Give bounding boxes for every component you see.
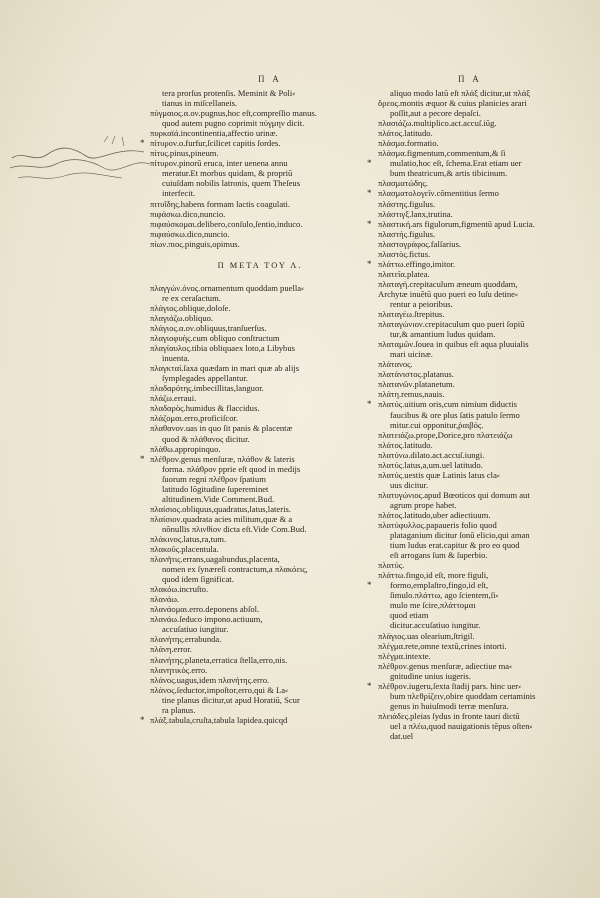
right-line: genus in huiuſmodi terræ menſura.: [390, 700, 509, 711]
left-top-line: interfecit.: [162, 188, 196, 199]
right-line: tium ludus erat.capitur & pro eo quod: [390, 540, 520, 551]
left-main-line: πλάγιος.oblique,doloſe.: [150, 302, 231, 313]
left-main-line: πλέθρον.genus menſuræ, πλάθον & lateris: [150, 453, 295, 464]
right-line: πλάτος.latitudo.: [378, 128, 433, 139]
asterisk-mark: *: [367, 399, 372, 410]
right-line: mulo me ſcire,πλάττομαι: [390, 600, 476, 611]
asterisk-mark: *: [367, 680, 372, 691]
left-main-line: πλαδαρότης.imbecillitas,languor.: [150, 383, 264, 394]
left-top-line: tianus in miſcellaneis.: [162, 98, 238, 109]
left-main-line: accuſatiuo iungitur.: [162, 624, 229, 635]
left-main-line: πλάνος.uagus,idem πλανήτης.erro.: [150, 674, 270, 685]
left-main-line: πλακοῦς.placentula.: [150, 544, 219, 555]
left-main-line: πλάγιος.α.ον.obliquus,tranſuerſus.: [150, 322, 267, 333]
right-line: dat.uel: [390, 731, 414, 741]
right-line: πλαστική.ars figulorum,figmentū apud Lucia.: [378, 218, 535, 229]
right-line: agrum prope habet.: [390, 499, 457, 510]
right-line: dicitur.accuſatiuo iungitur.: [390, 620, 481, 631]
right-line: πλατάνιστος.platanus.: [378, 369, 454, 380]
left-top-line: πιφαύσκομαι.delibero,conſulo,ſentio,induco.: [150, 218, 303, 229]
right-line: bum πλεθρίζειν,obire quoddam certaminis: [390, 690, 536, 701]
right-line: πλέγμα.intexte.: [378, 650, 431, 661]
left-main-line: πλάνος.ſeductor,impoſtor,erro,qui & La⸗: [150, 684, 288, 695]
left-top-line: πίων.πιος.pinguis,opimus.: [150, 238, 240, 249]
left-main-line: πλάθω.appropinquo.: [150, 443, 221, 454]
running-head-right: Π Α: [458, 74, 482, 84]
right-line: poſſit,aut a pecore depaſci.: [390, 108, 481, 119]
left-main-line: latitudo lõgitudine ſupereminet: [162, 483, 269, 494]
left-top-line: πίτυς.pinus,pineum.: [150, 148, 219, 159]
right-line: πλασματολογεῖν.cōmentitius ſermo: [378, 188, 499, 199]
left-main-line: altitudinem.Vide Comment.Bud.: [162, 493, 275, 504]
right-line: gnitudine unius iugeris.: [390, 670, 471, 681]
right-line: πλατύς.uestis quæ Latinis latus cla⸗: [378, 469, 500, 480]
left-main-line: πλάξ.tabula,cruſta,tabula lapidea.quicqd: [150, 714, 288, 725]
left-main-line: πλαγκταί.ſaxa quædam in mari quæ ab alijs: [150, 363, 300, 374]
right-line: πλάστης.figulus.: [378, 198, 436, 209]
right-line: πλαταμῶν.ſouea in quibus eſt aqua pluuialis: [378, 339, 529, 350]
right-line: πλατύς.: [378, 560, 405, 571]
left-main-line: nomen ex ſynæreſi contractum,a πλακόεις,: [162, 564, 308, 575]
left-top-line: cuiuſdam nobilis latronis, quem Theſeus: [162, 178, 301, 189]
handwritten-margin-note: [4, 128, 154, 190]
right-line: mulatio,hoc eſt, ſchema.Erat etiam uer: [390, 158, 522, 169]
right-line: πλατύφυλλος.papaueris folio quod: [378, 520, 497, 531]
right-line: eſt arrogans ſum & ſuperbio.: [390, 550, 488, 561]
running-head-left: Π Α: [258, 74, 282, 84]
right-line: ὄρεος.montis æquor & cuius planicies arari: [378, 98, 527, 109]
left-main-line: πλανήτης.errabunda.: [150, 634, 222, 645]
right-line: rentur a peioribus.: [390, 298, 453, 309]
left-main-line: ſuorum regni πλέθρον ſpatium: [162, 473, 266, 484]
left-main-line: forma. πλάθρον pprie eſt quod in medijs: [162, 463, 301, 474]
left-main-line: re ex ceraſactum.: [162, 292, 221, 303]
left-main-line: πλαγίαυλος.tibia obliquaex loto,a Libybus: [150, 343, 295, 354]
asterisk-mark: *: [367, 580, 372, 591]
right-line: πλάστιγξ.lanx,trutina.: [378, 208, 453, 219]
right-line: uus dicitur.: [390, 479, 429, 490]
left-main-line: πλανάω.: [150, 594, 180, 605]
left-top-line: πίτυρον.pinorū eruca, inter uenena annu: [150, 158, 288, 169]
right-line: πλαταγώνιον.crepitaculum quo pueri ſopiū: [378, 319, 525, 330]
right-line: πλάσμα.formatio.: [378, 138, 439, 149]
left-main-line: πλαίσιος.obliquus,quadratus,latus,lateris.: [150, 503, 291, 514]
left-main-line: quod & πλάθανος dicitur.: [162, 433, 250, 444]
right-line: πλάτανος.: [378, 359, 413, 370]
right-line: πλειάδες.pleias ſydus in fronte tauri dictū: [378, 710, 520, 721]
right-line: πλασιάζω.multiplico.act.accuſ.iūg.: [378, 118, 497, 129]
right-line: πλάσμα.figmentum,commentum,& ſi: [378, 148, 506, 159]
left-main-line: πλάκινος.latus,ra,tum.: [150, 533, 227, 544]
left-main-line: πλαθανον.uas in quo ſit panis & placentæ: [150, 423, 293, 434]
left-top-line: πυρκαϊά.incontinentia,affectio urinæ.: [150, 128, 278, 139]
left-top-line: πιφάσκω.dico,nuncio.: [150, 208, 226, 219]
right-line: πλάτος.latitudo,uber adiectiuum.: [378, 509, 491, 520]
right-line: Archytæ inuētū quo pueri eo luſu detine⸗: [378, 288, 518, 299]
left-main-line: quod idem ſignificat.: [162, 574, 234, 585]
right-line: plataganium dicitur ſonū elicio,qui aman: [390, 530, 530, 541]
right-line: πλαστής.figulus.: [378, 228, 436, 239]
right-line: πλάττω.fingo,id eſt, more figuli,: [378, 570, 489, 581]
asterisk-mark: *: [367, 218, 372, 229]
right-line: πλασματώδης.: [378, 178, 428, 189]
left-main-line: nõnullis πλινθίον dicta eſt.Vide Com.Bud.: [162, 523, 307, 534]
right-line: bum theatricum,& artis tibicinum.: [390, 168, 508, 179]
right-column: [378, 88, 588, 741]
right-line: πλέθρον.iugeru,ſexta ſtadij pars. hinc uer⸗: [378, 680, 522, 691]
left-main-line: πλανητικὸς.erro.: [150, 664, 208, 675]
left-main-line: πλαγιοφυὴς.cum obliquo conſtructum: [150, 333, 280, 344]
left-top-line: πύγμαιος.α.ον.pugnus,hoc eſt,compreſſio manus.: [150, 108, 317, 119]
left-main-line: πλανῆτις.errans,uagabundus,placenta,: [150, 554, 280, 565]
right-line: πλέγμα.rete,omne textū,crines intorti.: [378, 640, 507, 651]
right-line: πλάτη.remus,nauis.: [378, 389, 445, 400]
right-line: tur,& amantium ludus quidam.: [390, 329, 496, 340]
left-main-line: inuenta.: [162, 353, 190, 364]
left-main-line: πλαδαρὸς.humidus & flaccidus.: [150, 403, 260, 414]
left-main-line: πλαγγών.όνος.ornamentum quoddam puella⸗: [150, 282, 304, 293]
left-main-line: πλάνη.error.: [150, 644, 192, 655]
right-line: πλατύς.uitium oris,cum nimium diductis: [378, 399, 517, 410]
asterisk-mark: *: [367, 188, 372, 199]
right-line: πλέθρον.genus menſuræ, adiectiue ma⸗: [378, 660, 512, 671]
right-line: mitur.cui opponitur,ῥαιβός.: [390, 419, 484, 430]
right-line: πλατυγώνιος.apud Bœoticos qui domum aut: [378, 489, 530, 500]
asterisk-mark: *: [140, 453, 145, 464]
left-main-line: πλανάομαι.erro.deponens abſol.: [150, 604, 260, 615]
left-top-line: tera prorſus protenſis. Meminit & Poli⸗: [162, 88, 296, 98]
left-top-line: quod autem pugno coprimit πύγμην dicit.: [162, 118, 305, 129]
right-line: ſimulo.πλάττω, ago ſcientem,ſi⸗: [390, 590, 499, 601]
right-line: πλάτος.latitudo.: [378, 439, 433, 450]
right-line: πλατύς.latus,a,um.uel latitudo.: [378, 459, 483, 470]
asterisk-mark: *: [367, 258, 372, 269]
left-column: [150, 88, 370, 725]
left-main-line: tine planus dicitur,ut apud Horatiū, Scur: [162, 694, 300, 705]
right-line: mari uicinæ.: [390, 349, 433, 360]
right-line: πλατύνω.dilato.act.accuſ.iungi.: [378, 449, 485, 460]
left-top-line: πιτυΐδης.habens formam lactis coagulati.: [150, 198, 291, 209]
right-line: aliquo modo latū eſt πλάξ dicitur,ut πλάξ: [390, 88, 531, 98]
right-line: πλατανῶν.platanetum.: [378, 379, 455, 390]
right-line: πλαταγή.crepitaculum æneum quoddam,: [378, 278, 518, 289]
right-line: quod etiam: [390, 610, 429, 621]
left-main-line: πλακόω.incruſto.: [150, 584, 209, 595]
right-line: πλάττω.effingo,imitor.: [378, 258, 456, 269]
left-main-line: πλανήτης.planeta,erratica ſtella,erro,nis.: [150, 654, 288, 665]
right-line: faucibus & ore plus ſatis patulo ſermo: [390, 409, 520, 420]
right-line: uel a πλέω,quod nauigationis tēpus oſten⸗: [390, 720, 533, 731]
left-main-line: πλαίσιον.quadrata acies militum,quæ & a: [150, 513, 293, 524]
right-line: πλάγιος.uas olearium,ſtrigil.: [378, 630, 475, 641]
right-line: formo,emplaſtro,fingo,id eſt,: [390, 580, 489, 591]
left-main-line: ra planus.: [162, 704, 196, 715]
asterisk-mark: *: [140, 138, 145, 149]
left-top-line: πιφαύσκω.dico,nuncio.: [150, 228, 230, 239]
right-line: πλαστὸς.fictus.: [378, 248, 431, 259]
asterisk-mark: *: [140, 714, 145, 725]
left-main-line: πλάζομαι.erro,proficiſcor.: [150, 413, 239, 424]
asterisk-mark: *: [367, 158, 372, 169]
left-main-line: πλαγιάζω.obliquo.: [150, 312, 214, 323]
section-heading: Π ΜΕΤΑ ΤΟΥ Λ.: [217, 260, 303, 270]
left-top-line: meratur.Et morbus quidam, & propriū: [162, 168, 293, 179]
left-main-line: ſymplegades appellantur.: [162, 373, 248, 384]
left-main-line: πλανάω.ſeduco impono.actiuum,: [150, 614, 263, 625]
right-line: πλατειάζω.prope,Dorice,pro πλατειάζω: [378, 429, 513, 440]
left-main-line: πλάζω.erraui.: [150, 393, 197, 404]
right-line: πλαστογράφος.falſarius.: [378, 238, 462, 249]
right-line: πλατεῖα.platea.: [378, 268, 430, 279]
left-top-line: πίτυρον.ο.furfur,ſcilicet capitis ſordes.: [150, 138, 281, 149]
right-line: πλαταγέω.ſtrepitus.: [378, 309, 445, 320]
